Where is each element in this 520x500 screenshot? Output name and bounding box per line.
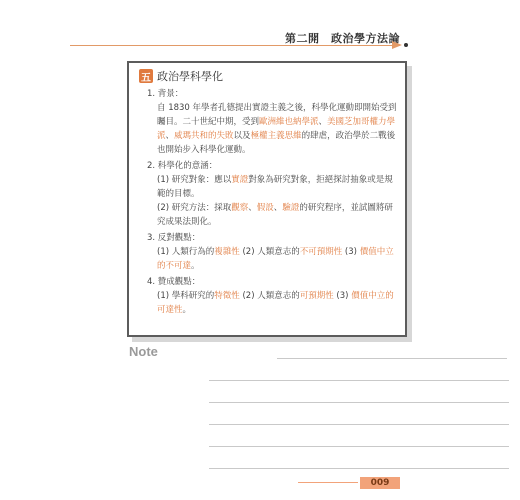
text-span: 的研究程序，並試圖將研究成果法則化。	[157, 203, 393, 227]
header-rule	[70, 45, 400, 46]
text-span: (1) 學科研究的	[157, 291, 215, 301]
highlight-term: 可預期性	[299, 291, 334, 301]
text-span: 、	[273, 203, 283, 213]
highlight-term: 不可預期性	[299, 247, 343, 257]
highlight-term: 特徵性	[214, 291, 240, 301]
highlight-term: 觀察	[231, 203, 249, 213]
meaning-sub-2	[157, 201, 399, 229]
highlight-term: 假設	[256, 203, 274, 213]
text-span: 自 1830 年學者孔德提出實證主義之後，科學化運動即開始受到矚目。二十世紀中期，受到	[157, 103, 397, 127]
note-rule	[209, 380, 509, 381]
section-content	[147, 85, 399, 317]
text-span: 的肆虐，政治學於二戰後也開始步入科學化運動。	[157, 131, 396, 155]
dot-icon	[404, 43, 408, 47]
item-supporting-title: 4. 贊成觀點：	[147, 277, 201, 287]
text-span: 、	[248, 203, 257, 213]
arrow-icon	[392, 41, 402, 49]
supporting-points	[157, 289, 399, 317]
meaning-sub-1	[157, 173, 399, 201]
text-span: 。	[182, 305, 192, 315]
note-rule	[209, 424, 509, 425]
item-background-title: 1. 背景：	[147, 89, 184, 99]
text-span: (1) 人類行為的	[157, 247, 215, 257]
text-span: (2) 研究方法：採取	[157, 203, 232, 213]
text-span: 、	[318, 117, 328, 127]
chapter-title: 第二開 政治學方法論	[285, 32, 400, 45]
text-span: 、	[165, 131, 175, 141]
item-background-text	[157, 101, 399, 157]
highlight-term: 驗證	[282, 203, 300, 213]
section-title: 政治學科學化	[157, 70, 223, 83]
item-meaning-title: 2. 科學化的意涵：	[147, 161, 218, 171]
note-rule	[277, 358, 507, 359]
text-span: 。	[191, 261, 200, 271]
note-title: Note	[129, 344, 158, 359]
summary-box	[127, 61, 407, 337]
text-span: (1) 研究對象：應以	[157, 175, 232, 185]
note-area	[127, 344, 444, 474]
highlight-term: 威瑪共和的失敗	[174, 131, 234, 141]
text-span: (3)	[342, 247, 360, 257]
note-rule	[209, 468, 509, 469]
section-heading	[139, 68, 223, 84]
highlight-term: 極權主義思維	[250, 131, 302, 141]
highlight-term: 美國芝加哥權力學派	[157, 117, 396, 141]
page-header	[0, 0, 520, 50]
note-rule	[209, 446, 509, 447]
highlight-term: 實證	[231, 175, 249, 185]
text-span: 對象為研究對象，拒絕探討抽象或是規範的目標。	[157, 175, 393, 199]
highlight-term: 價值中立的不可達	[157, 247, 394, 271]
highlight-term: 複雜性	[214, 247, 240, 257]
text-span: (2) 人類意志的	[239, 247, 300, 257]
opposing-points	[157, 245, 399, 273]
text-span: 以及	[233, 131, 251, 141]
page-footer	[0, 470, 520, 500]
highlight-term: 歐洲維也納學派	[259, 117, 319, 127]
note-rule	[209, 402, 509, 403]
footer-rule	[298, 482, 358, 483]
highlight-term: 價值中立的可達性	[157, 291, 394, 315]
text-span: (2) 人類意志的	[239, 291, 300, 301]
text-span: (3)	[333, 291, 352, 301]
item-opposing-title: 3. 反對觀點：	[147, 233, 201, 243]
section-badge: 五	[139, 69, 153, 83]
page-number: 009	[360, 477, 400, 489]
